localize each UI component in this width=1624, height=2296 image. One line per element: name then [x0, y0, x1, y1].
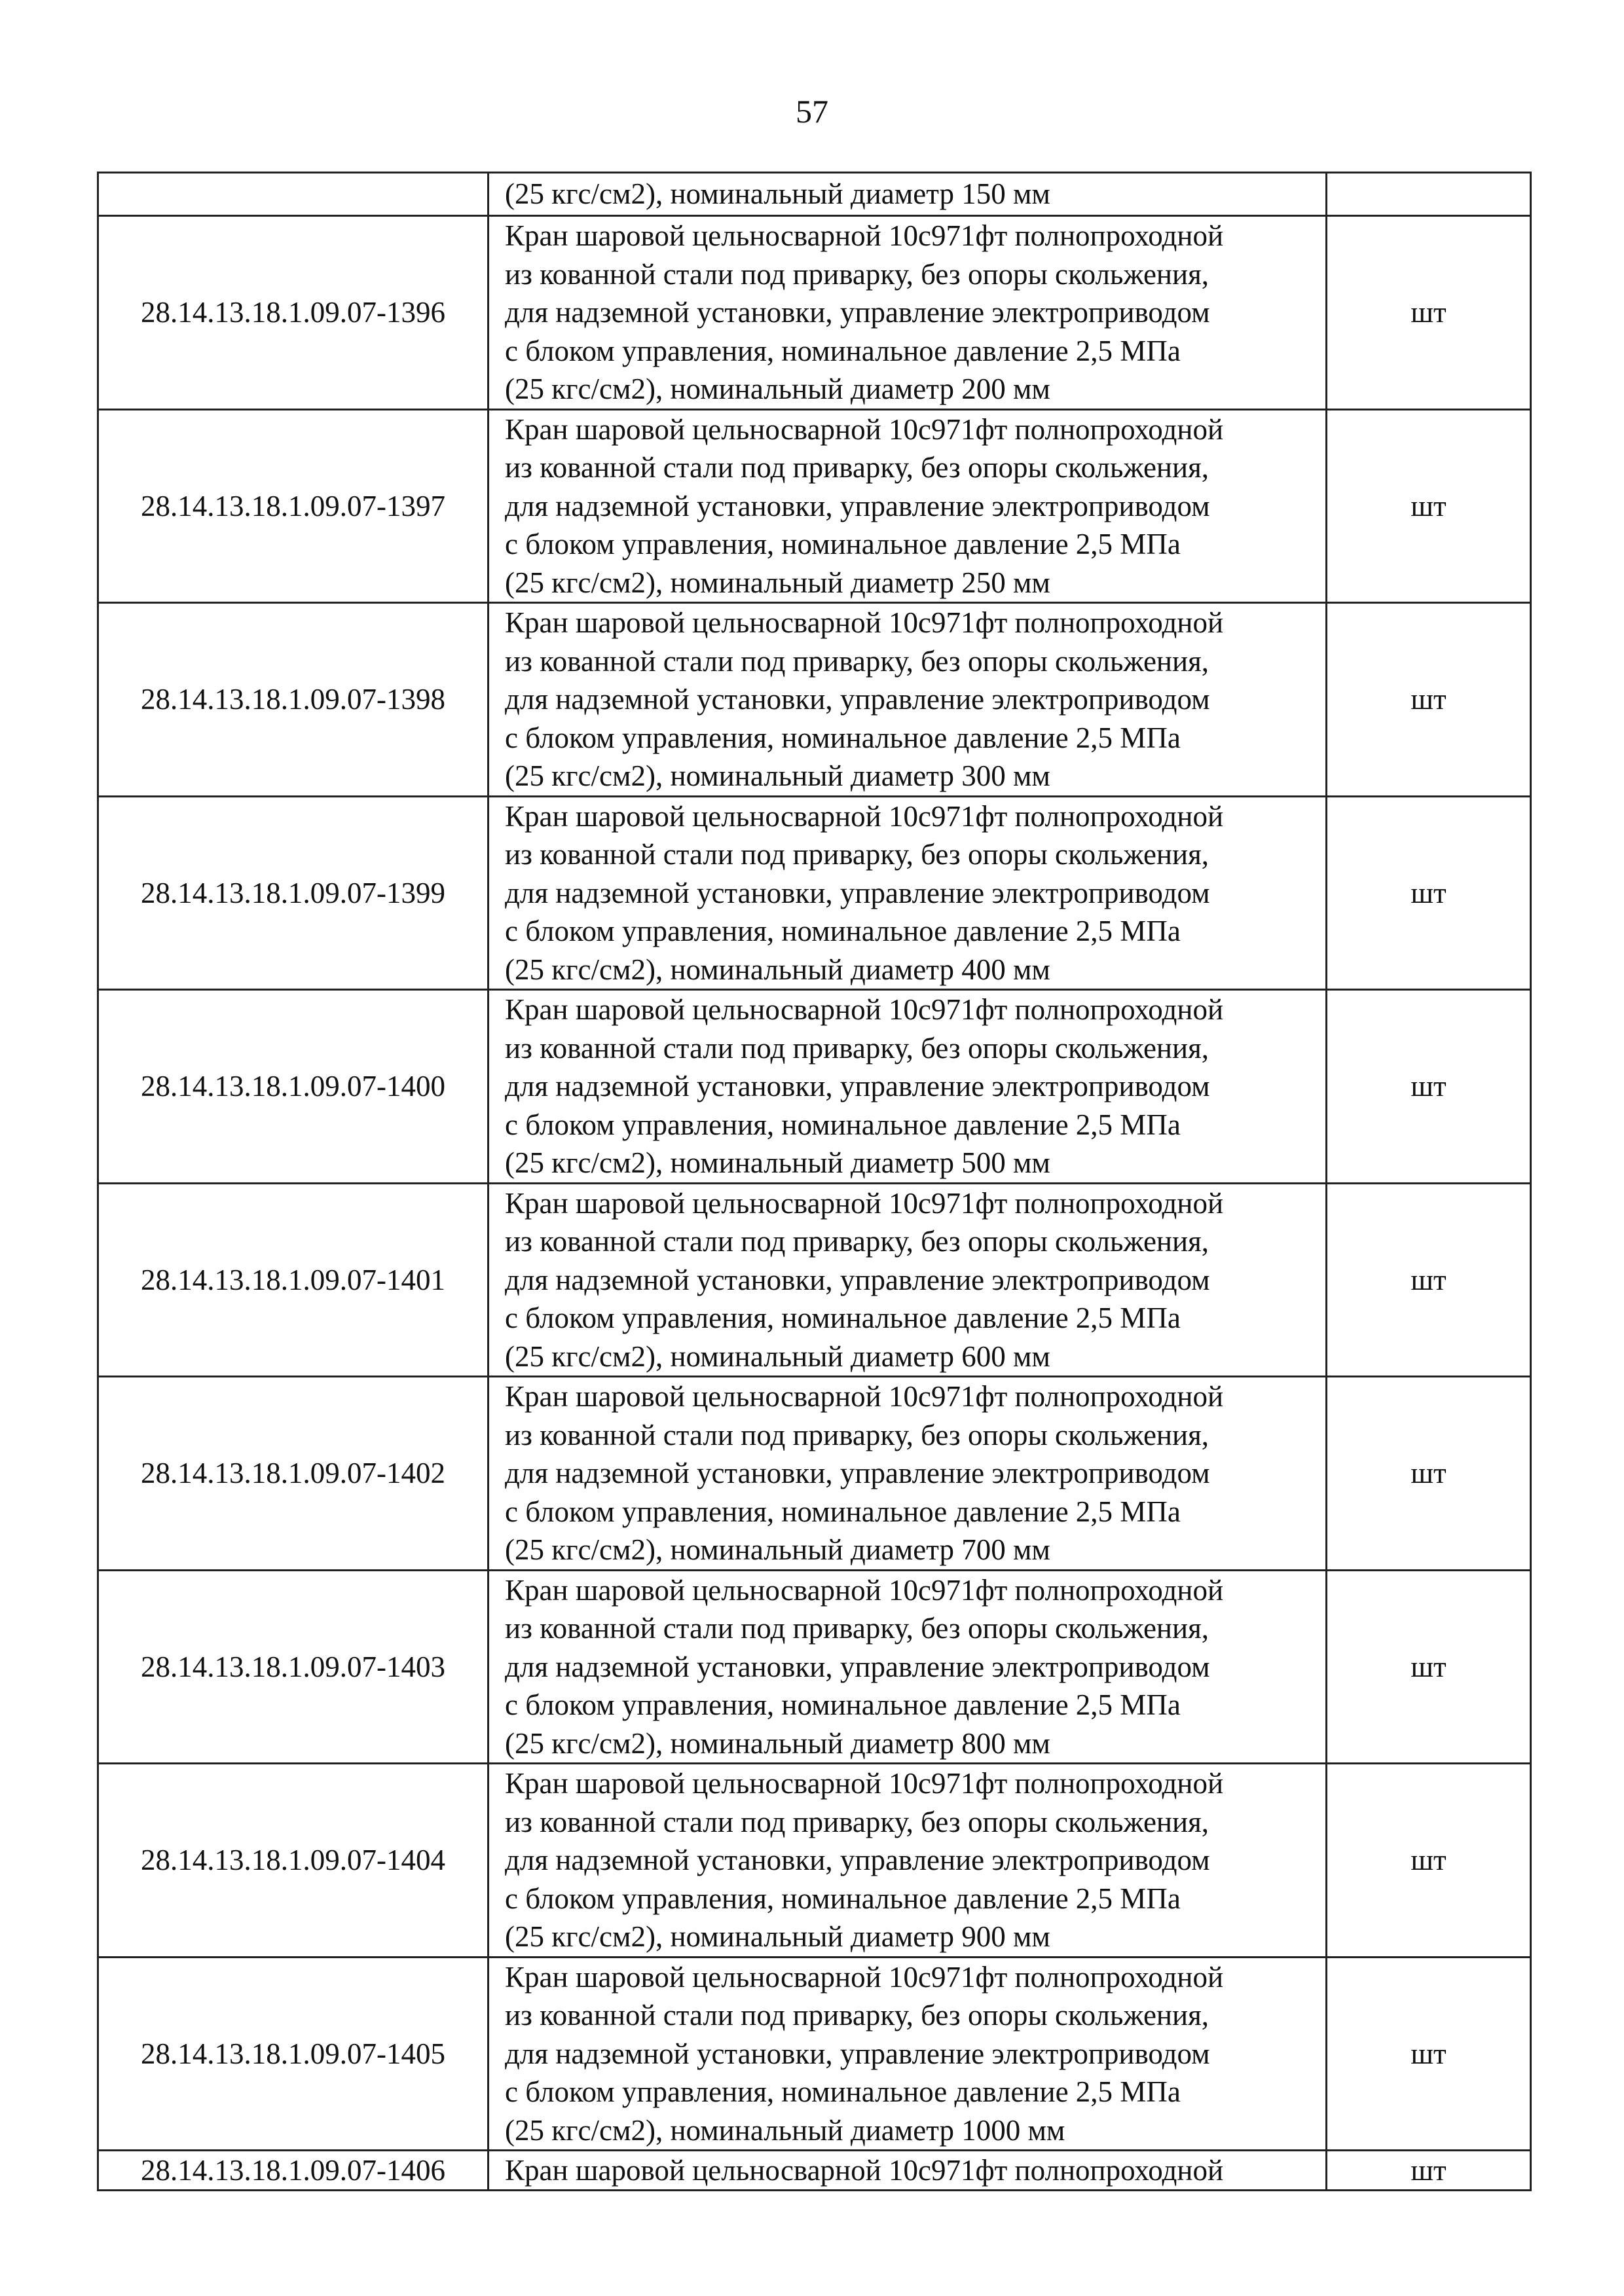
- table-row: [98, 1570, 1531, 1764]
- table-row: [98, 173, 1531, 216]
- description-line: Кран шаровой цельносварной 10с971фт полнопроходной: [505, 219, 1224, 252]
- item-description: [489, 409, 1327, 603]
- description-line: из кованной стали под приварку, без опоры скольжения,: [505, 838, 1209, 871]
- item-description: [489, 1764, 1327, 1958]
- description-line: (25 кгс/см2), номинальный диаметр 500 мм: [505, 1146, 1050, 1179]
- description-line: Кран шаровой цельносварной 10с971фт полнопроходной: [505, 1380, 1224, 1413]
- item-unit: [1327, 173, 1531, 216]
- item-code: 28.14.13.18.1.09.07-1405: [98, 1957, 489, 2151]
- table-row: [98, 796, 1531, 990]
- item-unit: шт: [1327, 1764, 1531, 1958]
- item-description: [489, 1957, 1327, 2151]
- description-line: из кованной стали под приварку, без опоры скольжения,: [505, 1612, 1209, 1645]
- description-line: (25 кгс/см2), номинальный диаметр 250 мм: [505, 566, 1050, 599]
- table-row: [98, 409, 1531, 603]
- item-description: [489, 1570, 1327, 1764]
- table-body: [98, 173, 1531, 2191]
- item-unit: шт: [1327, 2151, 1531, 2191]
- description-line: из кованной стали под приварку, без опоры скольжения,: [505, 644, 1209, 678]
- page-number: 57: [796, 93, 828, 130]
- item-code: 28.14.13.18.1.09.07-1406: [98, 2151, 489, 2191]
- item-description: [489, 1377, 1327, 1571]
- item-unit: шт: [1327, 1570, 1531, 1764]
- table-row: [98, 216, 1531, 410]
- item-code: 28.14.13.18.1.09.07-1401: [98, 1183, 489, 1377]
- item-description: [489, 603, 1327, 797]
- item-unit: шт: [1327, 1957, 1531, 2151]
- item-unit: шт: [1327, 409, 1531, 603]
- description-line: из кованной стали под приварку, без опоры скольжения,: [505, 1418, 1209, 1451]
- description-line: с блоком управления, номинальное давление 2,5 МПа: [505, 2075, 1181, 2108]
- description-line: (25 кгс/см2), номинальный диаметр 200 мм: [505, 373, 1050, 405]
- item-code: 28.14.13.18.1.09.07-1404: [98, 1764, 489, 1958]
- table-row: [98, 1183, 1531, 1377]
- description-line: из кованной стали под приварку, без опоры скольжения,: [505, 1225, 1209, 1258]
- description-line: для надземной установки, управление электроприводом: [505, 296, 1210, 329]
- description-line: из кованной стали под приварку, без опоры скольжения,: [505, 451, 1209, 484]
- table-row: [98, 1377, 1531, 1571]
- table-row: [98, 990, 1531, 1184]
- item-code: 28.14.13.18.1.09.07-1397: [98, 409, 489, 603]
- description-line: из кованной стали под приварку, без опоры скольжения,: [505, 1031, 1209, 1065]
- description-line: для надземной установки, управление электроприводом: [505, 876, 1210, 909]
- item-description: [489, 990, 1327, 1184]
- description-line: с блоком управления, номинальное давление 2,5 МПа: [505, 1882, 1181, 1915]
- description-line: для надземной установки, управление электроприводом: [505, 1070, 1210, 1102]
- description-line: (25 кгс/см2), номинальный диаметр 700 мм: [505, 1533, 1050, 1566]
- item-code: 28.14.13.18.1.09.07-1402: [98, 1377, 489, 1571]
- description-line: (25 кгс/см2), номинальный диаметр 150 мм: [505, 177, 1050, 211]
- description-line: Кран шаровой цельносварной 10с971фт полнопроходной: [505, 1573, 1224, 1607]
- table-row: [98, 2151, 1531, 2191]
- description-line: Кран шаровой цельносварной 10с971фт полнопроходной: [505, 1960, 1224, 1994]
- description-line: с блоком управления, номинальное давление 2,5 МПа: [505, 334, 1181, 367]
- item-code: [98, 173, 489, 216]
- description-line: для надземной установки, управление электроприводом: [505, 489, 1210, 522]
- description-line: Кран шаровой цельносварной 10с971фт полнопроходной: [505, 993, 1224, 1026]
- description-line: с блоком управления, номинальное давление 2,5 МПа: [505, 1688, 1181, 1721]
- item-unit: шт: [1327, 603, 1531, 797]
- description-line: Кран шаровой цельносварной 10с971фт полнопроходной: [505, 1186, 1224, 1220]
- description-line: для надземной установки, управление электроприводом: [505, 1263, 1210, 1296]
- description-line: для надземной установки, управление электроприводом: [505, 683, 1210, 716]
- description-line: для надземной установки, управление электроприводом: [505, 2037, 1210, 2070]
- description-line: (25 кгс/см2), номинальный диаметр 300 мм: [505, 759, 1050, 792]
- description-line: для надземной установки, управление электроприводом: [505, 1650, 1210, 1683]
- table-row: [98, 603, 1531, 797]
- description-line: (25 кгс/см2), номинальный диаметр 800 мм: [505, 1726, 1050, 1760]
- description-line: Кран шаровой цельносварной 10с971фт полнопроходной: [505, 412, 1224, 446]
- description-line: с блоком управления, номинальное давление 2,5 МПа: [505, 1302, 1181, 1334]
- item-description: [489, 173, 1327, 216]
- description-line: для надземной установки, управление электроприводом: [505, 1844, 1210, 1876]
- item-code: 28.14.13.18.1.09.07-1399: [98, 796, 489, 990]
- description-line: Кран шаровой цельносварной 10с971фт полнопроходной: [505, 2154, 1224, 2187]
- description-line: с блоком управления, номинальное давление 2,5 МПа: [505, 915, 1181, 947]
- item-description: [489, 796, 1327, 990]
- description-line: из кованной стали под приварку, без опоры скольжения,: [505, 1999, 1209, 2032]
- item-unit: шт: [1327, 796, 1531, 990]
- description-line: с блоком управления, номинальное давление 2,5 МПа: [505, 528, 1181, 560]
- description-line: (25 кгс/см2), номинальный диаметр 600 мм: [505, 1339, 1050, 1373]
- table-row: [98, 1957, 1531, 2151]
- description-line: для надземной установки, управление электроприводом: [505, 1457, 1210, 1489]
- resource-table: [97, 172, 1532, 2191]
- item-code: 28.14.13.18.1.09.07-1400: [98, 990, 489, 1184]
- item-description: [489, 2151, 1327, 2191]
- description-line: из кованной стали под приварку, без опоры скольжения,: [505, 1805, 1209, 1838]
- description-line: (25 кгс/см2), номинальный диаметр 1000 мм: [505, 2113, 1065, 2147]
- item-code: 28.14.13.18.1.09.07-1396: [98, 216, 489, 410]
- description-line: (25 кгс/см2), номинальный диаметр 900 мм: [505, 1920, 1050, 1953]
- description-line: с блоком управления, номинальное давление 2,5 МПа: [505, 721, 1181, 754]
- description-line: (25 кгс/см2), номинальный диаметр 400 мм: [505, 953, 1050, 986]
- item-code: 28.14.13.18.1.09.07-1403: [98, 1570, 489, 1764]
- item-unit: шт: [1327, 1377, 1531, 1571]
- table-row: [98, 1764, 1531, 1958]
- description-line: с блоком управления, номинальное давление 2,5 МПа: [505, 1108, 1181, 1141]
- description-line: Кран шаровой цельносварной 10с971фт полнопроходной: [505, 1767, 1224, 1800]
- description-line: Кран шаровой цельносварной 10с971фт полнопроходной: [505, 606, 1224, 639]
- description-line: с блоком управления, номинальное давление 2,5 МПа: [505, 1495, 1181, 1528]
- item-description: [489, 1183, 1327, 1377]
- item-description: [489, 216, 1327, 410]
- item-code: 28.14.13.18.1.09.07-1398: [98, 603, 489, 797]
- item-unit: шт: [1327, 216, 1531, 410]
- description-line: из кованной стали под приварку, без опоры скольжения,: [505, 257, 1209, 291]
- item-unit: шт: [1327, 990, 1531, 1184]
- item-unit: шт: [1327, 1183, 1531, 1377]
- description-line: Кран шаровой цельносварной 10с971фт полнопроходной: [505, 799, 1224, 833]
